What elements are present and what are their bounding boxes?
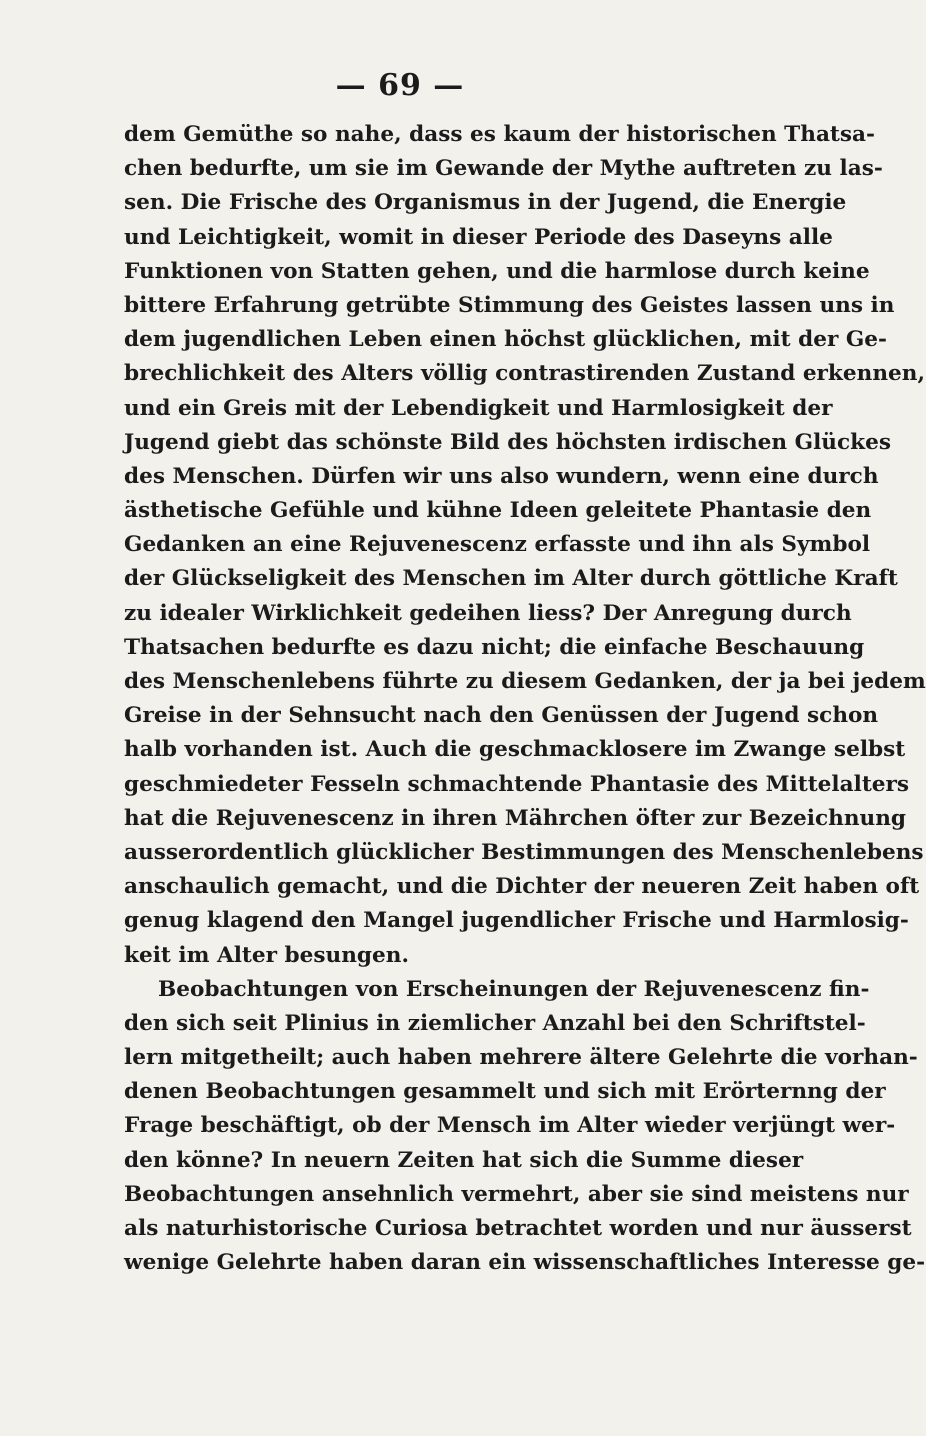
text-line: des Menschen. Dürfen wir uns also wundern, wenn eine durch — [124, 463, 879, 489]
text-line: des Menschenlebens führte zu diesem Gedanken, der ja bei jedem — [124, 669, 926, 694]
text-line: halb vorhanden ist. Auch die geschmacklosere im Zwange selbst — [124, 737, 906, 763]
text-line: Gedanken an eine Rejuvenescenz erfasste und ihn als Symbol — [124, 532, 871, 558]
page-number: — 69 — — [335, 68, 465, 103]
text-line: als naturhistorische Curiosa betrachtet worden und nur äusserst — [124, 1216, 912, 1241]
text-line: wenige Gelehrte haben daran ein wissenschaftliches Interesse ge- — [124, 1250, 926, 1276]
text-line: Greise in der Sehnsucht nach den Genüssen der Jugend schon — [124, 703, 879, 729]
text-line: Thatsachen bedurfte es dazu nicht; die einfache Beschauung — [124, 634, 865, 660]
text-line: chen bedurfte, um sie im Gewande der Mythe auftreten zu las- — [124, 156, 883, 182]
text-line: lern mitgetheilt; auch haben mehrere ältere Gelehrte die vorhan- — [124, 1045, 918, 1071]
text-line: brechlichkeit des Alters völlig contrastirenden Zustand erkennen, — [124, 361, 925, 387]
text-line: Funktionen von Statten gehen, und die harmlose durch keine — [124, 258, 870, 284]
text-line: dem jugendlichen Leben einen höchst glücklichen, mit der Ge- — [124, 327, 887, 353]
text-line: ästhetische Gefühle und kühne Ideen geleitete Phantasie den — [124, 498, 872, 524]
text-line: den könne? In neuern Zeiten hat sich die Summe dieser — [124, 1147, 804, 1173]
text-line: Jugend giebt das schönste Bild des höchsten irdischen Glückes — [124, 429, 891, 455]
text-line: genug klagend den Mangel jugendlicher Frische und Harmlosig- — [124, 908, 909, 934]
text-line: keit im Alter besungen. — [124, 942, 409, 968]
text-line: denen Beobachtungen gesammelt und sich mit Erörternng der — [124, 1079, 886, 1105]
text-line: ausserordentlich glücklicher Bestimmungen des Menschenlebens — [124, 839, 924, 865]
text-line: und ein Greis mit der Lebendigkeit und Harmlosigkeit der — [124, 395, 833, 421]
text-line: und Leichtigkeit, womit in dieser Periode des Daseyns alle — [124, 224, 833, 250]
text-line: geschmiedeter Fesseln schmachtende Phantasie des Mittelalters — [124, 771, 910, 797]
text-line: Beobachtungen von Erscheinungen der Rejuvenescenz fin- — [158, 976, 870, 1002]
text-line: den sich seit Plinius in ziemlicher Anzahl bei den Schriftstel- — [124, 1010, 866, 1036]
paragraph-1 — [124, 118, 926, 973]
text-line: zu idealer Wirklichkeit gedeihen liess? Der Anregung durch — [124, 600, 852, 626]
text-line: bittere Erfahrung getrübte Stimmung des Geistes lassen uns in — [124, 292, 895, 318]
text-line: Beobachtungen ansehnlich vermehrt, aber sie sind meistens nur — [124, 1181, 909, 1207]
text-line: anschaulich gemacht, und die Dichter der neueren Zeit haben oft — [124, 874, 920, 900]
text-line: dem Gemüthe so nahe, dass es kaum der historischen Thatsa- — [124, 122, 876, 147]
text-line: Frage beschäftigt, ob der Mensch im Alter wieder verjüngt wer- — [124, 1113, 896, 1139]
text-line: der Glückseligkeit des Menschen im Alter durch göttliche Kraft — [124, 566, 898, 592]
text-line: sen. Die Frische des Organismus in der Jugend, die Energie — [124, 190, 847, 216]
paragraph-2 — [124, 973, 926, 1281]
page-text — [124, 118, 926, 1280]
text-line: hat die Rejuvenescenz in ihren Mährchen öfter zur Bezeichnung — [124, 805, 907, 831]
